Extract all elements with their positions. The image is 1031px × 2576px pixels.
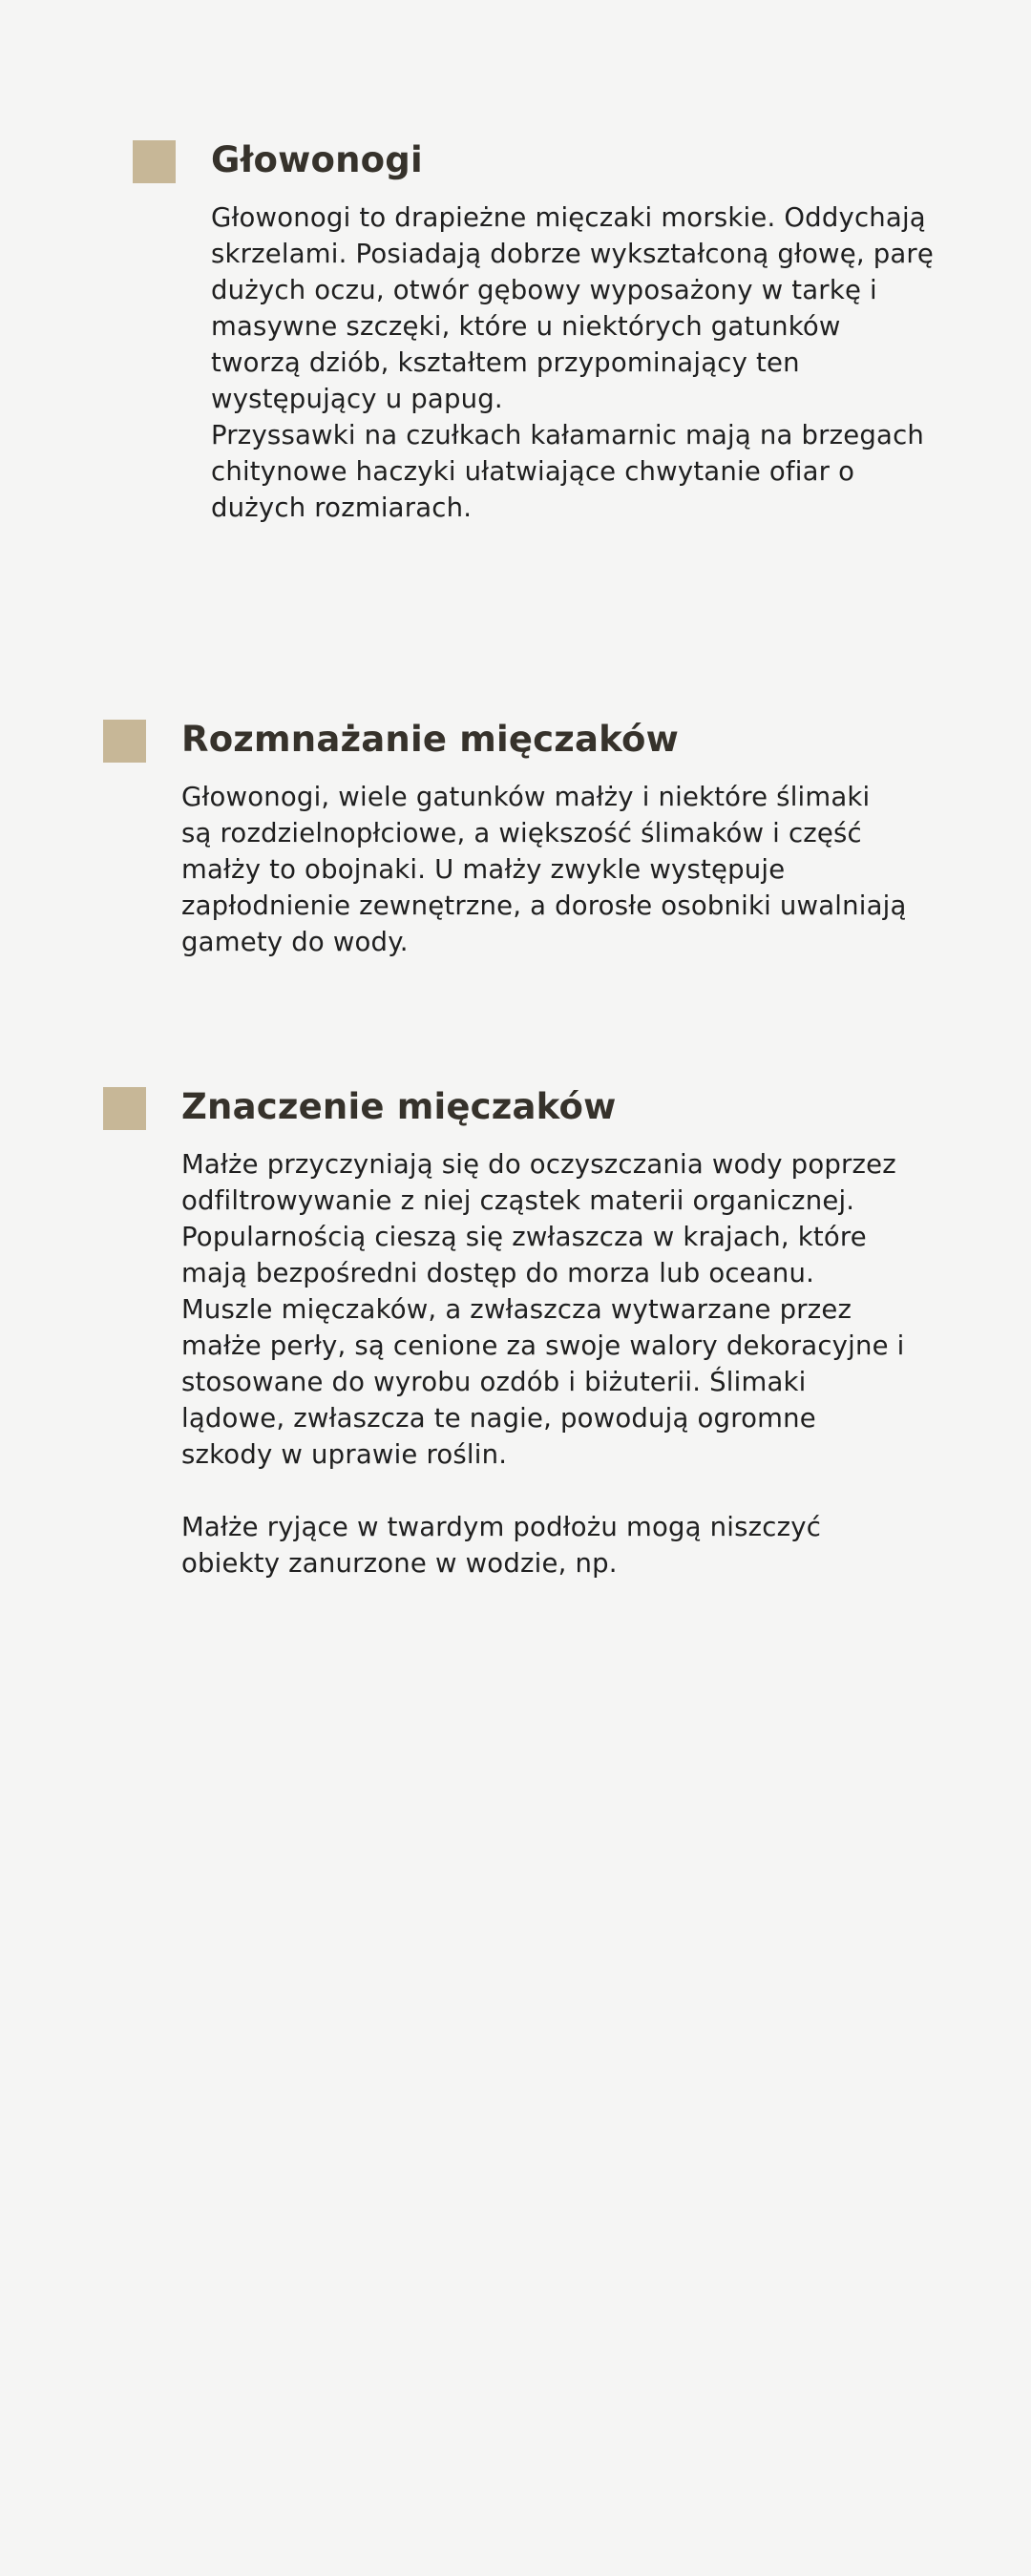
section-znaczenie [181,1085,907,1581]
section-paragraph: Małże ryjące w twardym podłożu mogą niszczyć obiekty zanurzone w wodzie, np. [181,1512,822,1579]
section-marker-square [103,720,146,763]
section-heading: Głowonogi [211,139,423,180]
section-heading: Rozmnażanie mięczaków [181,719,679,760]
section-paragraph: Głowonogi to drapieżne mięczaki morskie. Oddychają skrzelami. Posiadają dobrze wykształconą głowę, parę dużych oczu, otwór gębowy wyposażony w tarkę i masywne szczęki, które u niektórych gatunków tworzą dziób, kształtem przypominający ten występujący u papug. [211,202,935,414]
section-heading: Znaczenie mięczaków [181,1086,617,1127]
section-paragraph: Głowonogi, wiele gatunków małży i niektóre ślimaki są rozdzielnopłciowe, a większość ślimaków i część małży to obojnaki. U małży zwykle występuje zapłodnienie zewnętrzne, a dorosłe osobniki uwalniają gamety do wody. [181,782,907,957]
section-marker-square [103,1087,146,1130]
section-paragraph: Małże przyczyniają się do oczyszczania wody poprzez odfiltrowywanie z niej cząstek materii organicznej. Popularnością cieszą się zwłaszcza w krajach, które mają bezpośredni dostęp do morza lub oceanu. Muszle mięczaków, a zwłaszcza wytwarzane przez małże perły, są cenione za swoje walory dekoracyjne i stosowane do wyrobu ozdób i biżuterii. Ślimaki lądowe, zwłaszcza te nagie, powodują ogromne szkody w uprawie roślin. [181,1149,905,1470]
section-glowonogi [211,138,936,526]
section-paragraph: Przyssawki na czułkach kałamarnic mają na brzegach chitynowe haczyki ułatwiające chwytanie ofiar o dużych rozmiarach. [211,420,925,523]
section-marker-square [133,140,176,183]
section-rozmnazanie [181,718,907,960]
